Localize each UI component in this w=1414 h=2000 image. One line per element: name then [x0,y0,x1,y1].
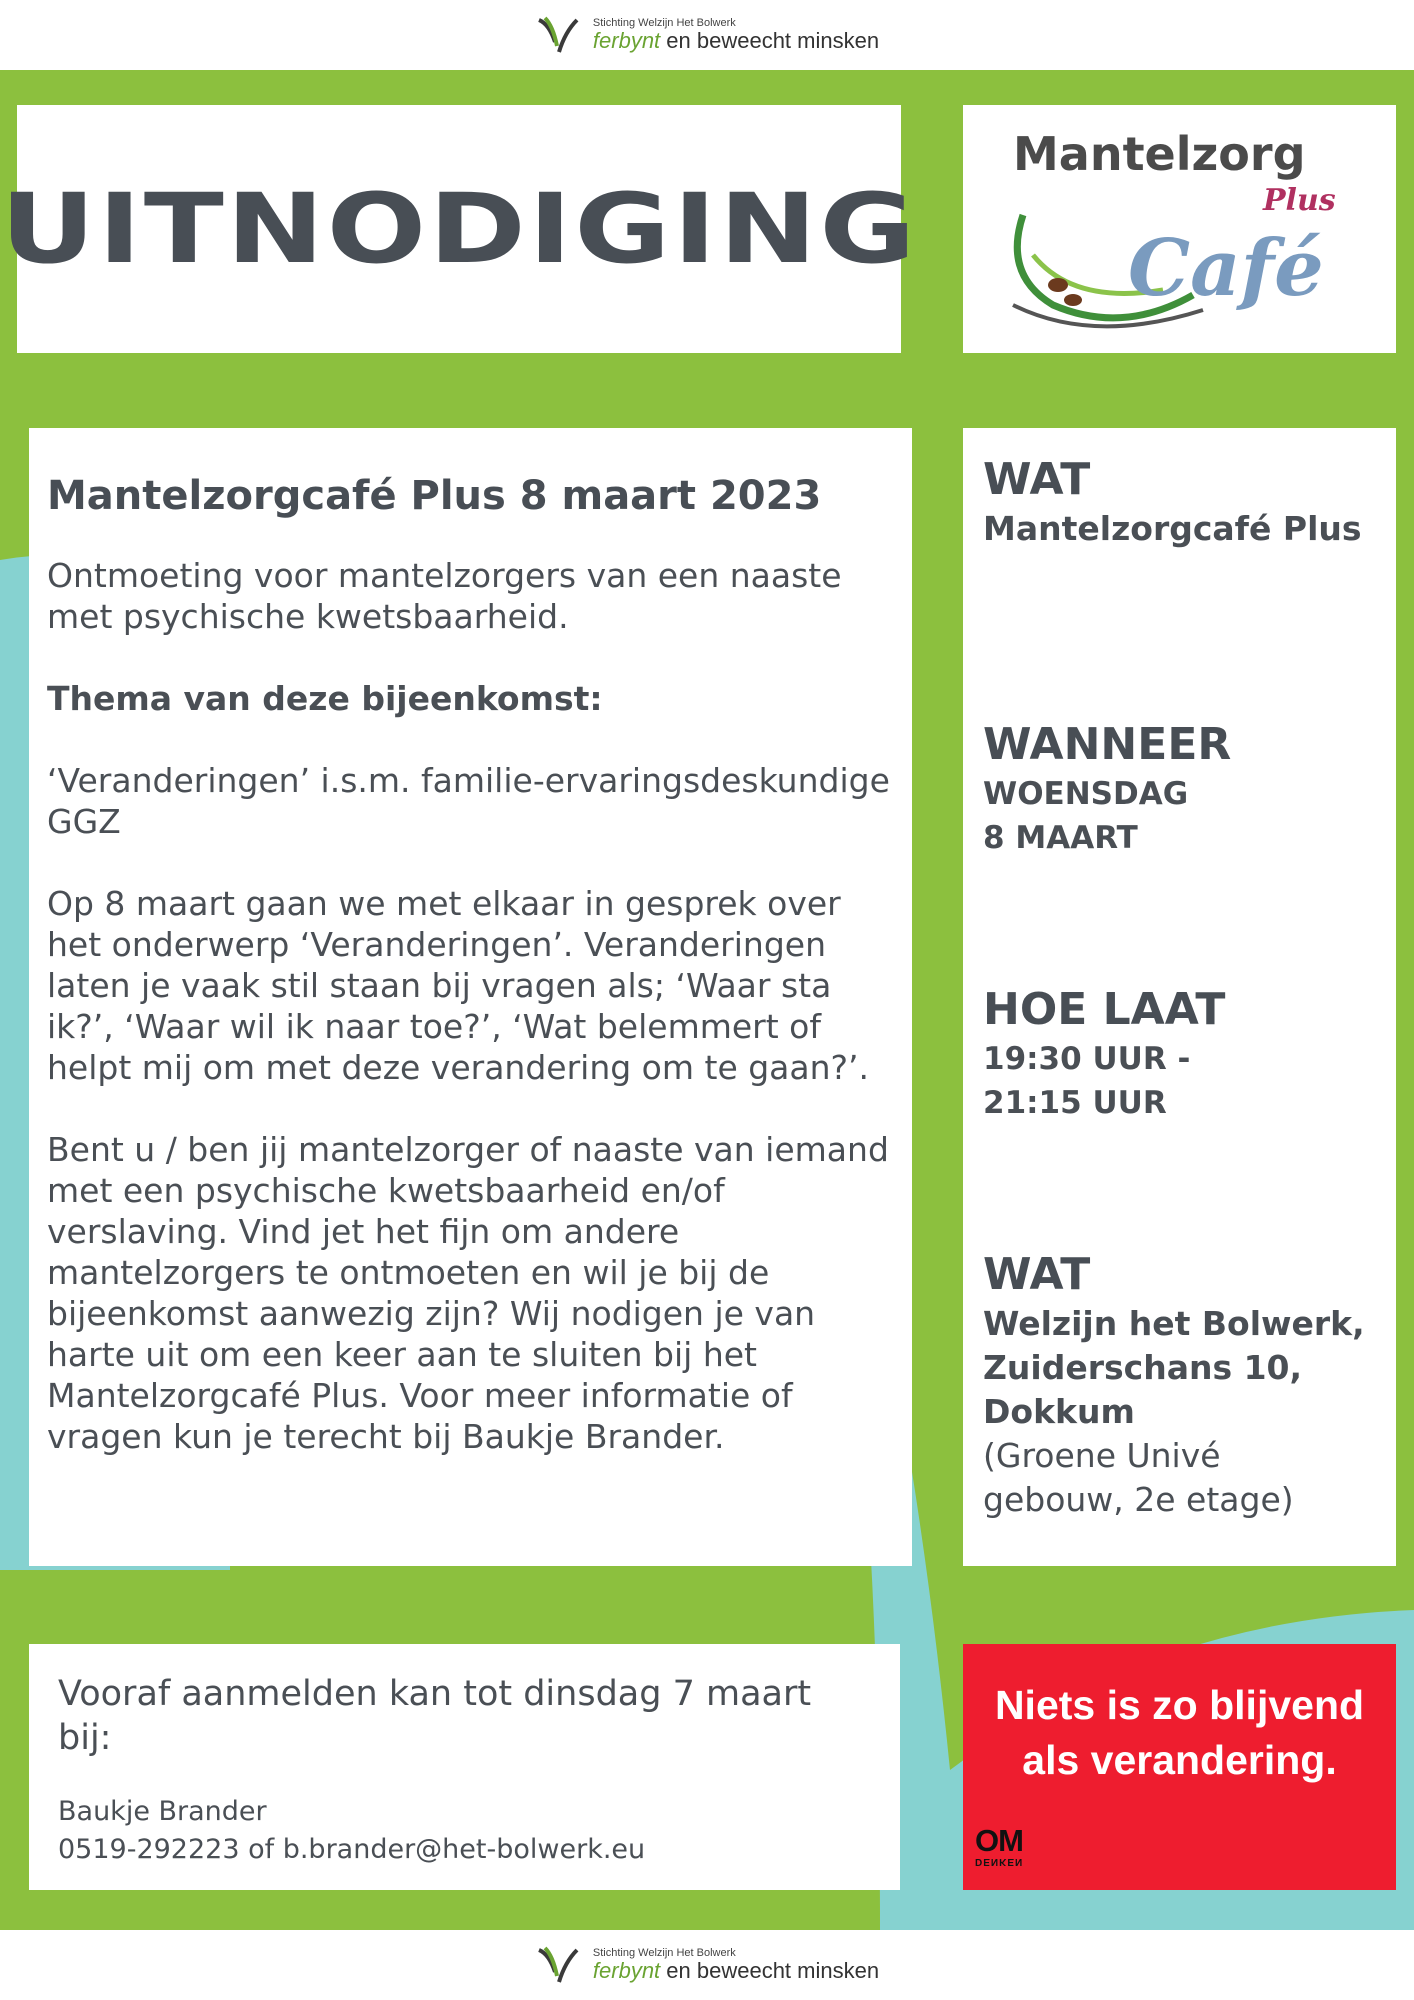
branding-small-text: Stichting Welzijn Het Bolwerk [592,16,736,29]
theme-text: ‘Veranderingen’ i.s.m. familie-ervaringsdeskundige GGZ [47,761,890,841]
content-heading: Mantelzorgcafé Plus 8 maart 2023 [47,473,822,519]
page-title: UITNODIGING [0,173,918,285]
info-box [963,428,1396,1566]
registration-contact[interactable]: 0519-292223 of b.brander@het-bolwerk.eu [58,1834,646,1865]
registration-title: Vooraf aanmelden kan tot dinsdag 7 maart bij: [58,1674,812,1758]
registration-name: Baukje Brander [58,1796,267,1827]
info-where-line4: (Groene Univé [983,1436,1221,1475]
footer-branding [0,1930,1414,2000]
info-where-line2: Zuiderschans 10, [983,1348,1303,1387]
theme-label: Thema van deze bijeenkomst: [47,679,603,718]
content-paragraph-1: Op 8 maart gaan we met elkaar in gesprek over het onderwerp ‘Veranderingen’. Veranderingen laten je vaak stil staan bij vragen als; ‘Waar sta ik?’, ‘Waar wil ik naar toe?’, ‘Wat belemmert of helpt mij om met deze verandering om te gaan?’. [47,884,870,1087]
footer-slogan-accent: ferbynt [592,1957,661,1983]
footer-branding-slogan [593,1959,879,1983]
cafe-logo-line3: Café [1128,223,1324,314]
branding-slogan [593,29,879,53]
omdenken-logo-big: OM [975,1823,1023,1858]
info-what [983,453,1388,551]
title-box [0,105,918,353]
header-branding [0,0,1414,70]
quote-line-1: Niets is zo blijvend [994,1682,1365,1728]
footer-branding-text [593,1947,879,1983]
info-when [983,718,1388,860]
info-what-label: WAT [983,454,1091,505]
mantelzorg-cafe-logo [963,105,1396,353]
quote-box [963,1644,1396,1890]
info-time-label: HOE LAAT [983,984,1226,1035]
info-where-line3: Dokkum [983,1392,1135,1431]
green-background [0,70,1414,1930]
content-box [29,428,912,1566]
cafe-logo-line1: Mantelzorg [1013,127,1306,181]
footer-branding-small-text: Stichting Welzijn Het Bolwerk [592,1946,736,1959]
info-what-value: Mantelzorgcafé Plus [983,509,1362,548]
branding-slogan-rest: en beweecht minsken [660,27,880,53]
branding-text [593,17,879,53]
content-intro: Ontmoeting voor mantelzorgers van een naaste met psychische kwetsbaarheid. [47,556,842,636]
cafe-logo-line2: Plus [1263,183,1336,218]
content-paragraph-2: Bent u / ben jij mantelzorger of naaste van iemand met een psychische kwetsbaarheid en/of verslaving. Vind jet het fijn om andere mantelzorgers te ontmoeten en wil je bij de bijeenkomst aanwezig zijn? Wij nodigen je van harte uit om een keer aan te sluiten bij het Mantelzorgcafé Plus. Voor meer informatie of vragen kun je terecht bij Baukje Brander. [47,1130,889,1456]
quote-line-2: als verandering. [1022,1737,1337,1783]
info-time [983,983,1388,1125]
info-time-start: 19:30 UUR - [983,1041,1191,1077]
branding-slogan-accent: ferbynt [592,27,661,53]
info-where-line5: gebouw, 2e etage) [983,1480,1294,1519]
info-when-date: 8 MAART [983,820,1138,856]
registration-box [29,1644,900,1890]
info-where [983,1248,1388,1522]
content-body [47,473,897,1457]
footer-slogan-rest: en beweecht minsken [660,1957,880,1983]
bolwerk-logo-icon [535,12,581,58]
info-when-day: WOENSDAG [983,776,1189,812]
info-when-label: WANNEER [983,719,1232,770]
info-time-end: 21:15 UUR [983,1085,1167,1121]
info-where-line1: Welzijn het Bolwerk, [983,1304,1365,1343]
omdenken-logo-small: DENKEN [975,1856,1024,1867]
cafe-logo-box [963,105,1396,353]
quote-text [963,1678,1396,1788]
bolwerk-logo-icon [535,1942,581,1988]
omdenken-logo [975,1823,1024,1867]
info-where-label: WAT [983,1249,1091,1300]
